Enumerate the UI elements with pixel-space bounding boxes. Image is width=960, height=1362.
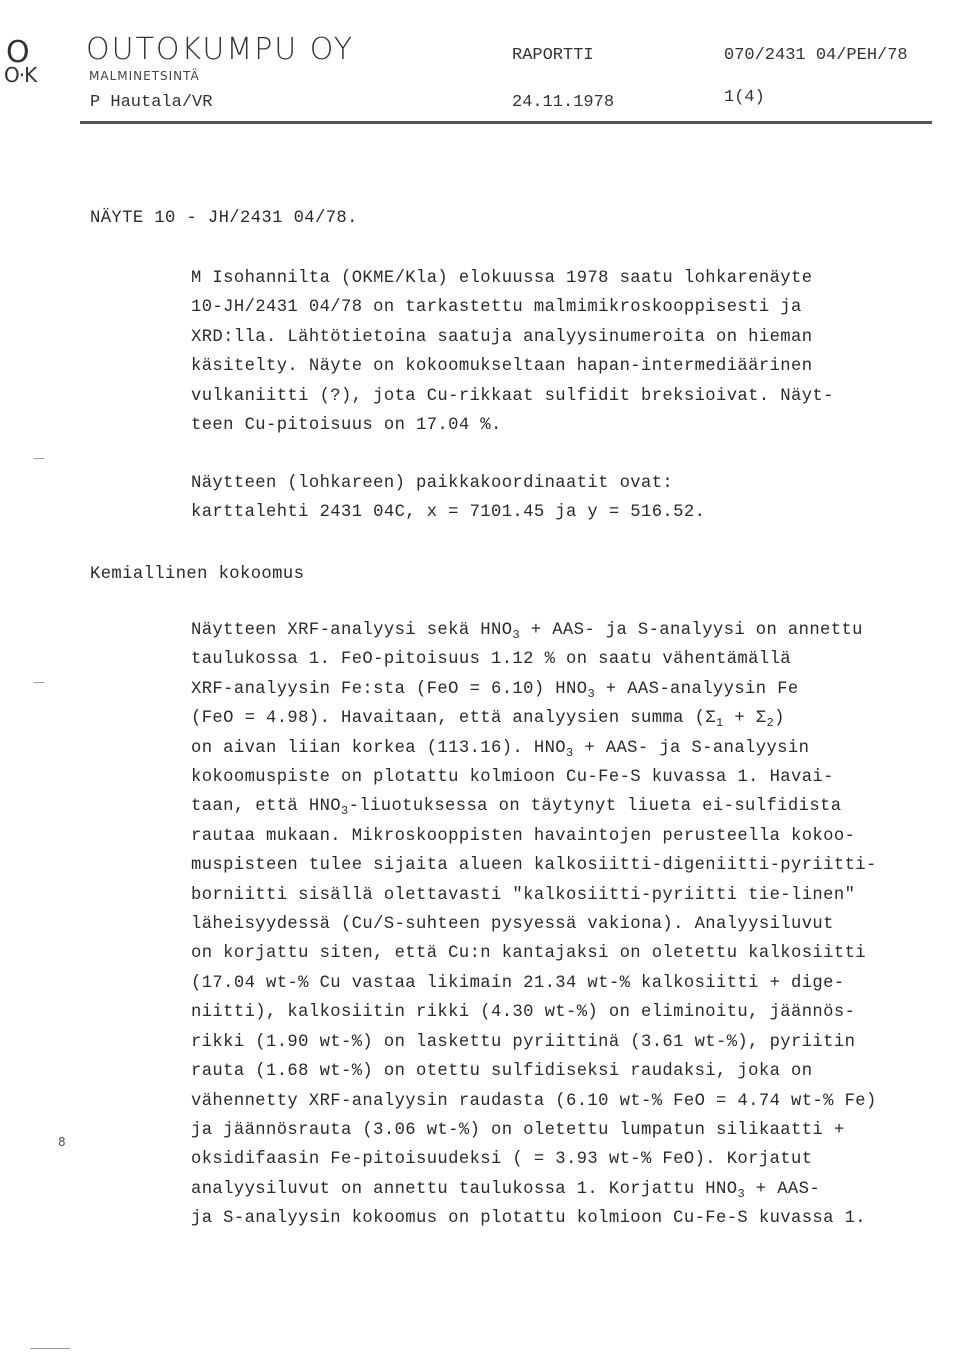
text-line: oksidifaasin Fe-pitoisuudeksi ( = 3.93 wt-% FeO). Korjatut	[191, 1150, 813, 1170]
sample-title: NÄYTE 10 - JH/2431 04/78.	[90, 209, 358, 228]
coordinates-paragraph	[191, 469, 705, 528]
report-date: 24.11.1978	[512, 93, 615, 112]
text-line: muspisteen tulee sijaita alueen kalkosiitti-digeniitti-pyriitti-	[191, 856, 877, 876]
logo-mark-top: O	[6, 35, 30, 70]
margin-number: 8	[58, 1135, 66, 1149]
text-line: Näytteen (lohkareen) paikkakoordinaatit ovat:	[191, 474, 674, 493]
margin-tick	[34, 458, 44, 459]
text-line: rauta (1.68 wt-%) on otettu sulfidiseksi raudaksi, joka on	[191, 1062, 813, 1082]
intro-paragraph	[191, 264, 834, 440]
text-line: vähennetty XRF-analyysin raudasta (6.10 wt-% FeO = 4.74 wt-% Fe)	[191, 1091, 877, 1111]
text-line: XRF-analyysin Fe:sta (FeO = 6.10) $HNO_3$ + AAS-analyysin Fe	[191, 679, 799, 701]
text-line: borniitti sisällä olettavasti "kalkosiitti-pyriitti tie-linen"	[191, 885, 856, 905]
text-line: taan, että $HNO_3$-liuotuksessa on täytynyt liueta ei-sulfidista	[191, 797, 842, 819]
body-paragraph	[191, 616, 877, 1234]
header-rule	[80, 121, 932, 124]
text-line: rautaa mukaan. Mikroskooppisten havaintojen perusteella kokoo-	[191, 826, 856, 846]
text-line: käsitelty. Näyte on kokoomukseltaan hapan-intermediäärinen	[191, 357, 813, 377]
text-line: taulukossa 1. FeO-pitoisuus 1.12 % on saatu vähentämällä	[191, 650, 791, 670]
logo-mark-bottom: O·K	[4, 63, 37, 87]
document-number: 070/2431 04/PEH/78	[724, 46, 908, 65]
text-line: teen Cu-pitoisuus on 17.04 %.	[191, 416, 502, 436]
text-line: karttalehti 2431 04C, x = 7101.45 ja y = 516.52.	[191, 503, 706, 523]
text-line: kokoomuspiste on plotattu kolmioon Cu-Fe-S kuvassa 1. Havai-	[191, 768, 834, 788]
text-line: rikki (1.90 wt-%) on laskettu pyriittinä (3.61 wt-%), pyriitin	[191, 1032, 856, 1052]
company-name: OUTOKUMPU OY	[86, 32, 355, 67]
text-line: analyysiluvut on annettu taulukossa 1. Korjattu $HNO_3 + AAS-$	[191, 1179, 821, 1201]
text-line: (FeO = 4.98). Havaitaan, että analyysien summa $(\Sigma_1 + \Sigma_2)$	[191, 709, 785, 731]
document-type: RAPORTTI	[512, 46, 594, 65]
author: P Hautala/VR	[90, 93, 213, 112]
section-heading: Kemiallinen kokoomus	[90, 565, 305, 584]
text-line: ja jäännösrauta (3.06 wt-%) on oletettu lumpatun silikaatti +	[191, 1120, 845, 1140]
text-line: XRD:lla. Lähtötietoina saatuja analyysinumeroita on hieman	[191, 327, 813, 347]
text-line: vulkaniitti (?), jota Cu-rikkaat sulfidit breksioivat. Näyt-	[191, 386, 834, 406]
text-line: 10-JH/2431 04/78 on tarkastettu malmimikroskooppisesti ja	[191, 298, 802, 318]
text-line: on korjattu siten, että Cu:n kantajaksi on oletettu kalkosiitti	[191, 944, 866, 964]
text-line: niitti), kalkosiitin rikki (4.30 wt-%) on eliminoitu, jäännös-	[191, 1003, 856, 1023]
margin-tick	[34, 682, 44, 683]
text-line: ja S-analyysin kokoomus on plotattu kolmioon Cu-Fe-S kuvassa 1.	[191, 1209, 866, 1229]
text-line: läheisyydessä (Cu/S-suhteen pysyessä vakiona). Analyysiluvut	[191, 915, 834, 935]
division-name: MALMINETSINTÄ	[89, 69, 200, 83]
text-line: (17.04 wt-% Cu vastaa likimain 21.34 wt-% kalkosiitti + dige-	[191, 973, 845, 993]
company-logo	[4, 35, 48, 87]
footer-rule	[30, 1348, 70, 1349]
page-number: 1(4)	[724, 88, 765, 107]
text-line: M Isohannilta (OKME/Kla) elokuussa 1978 saatu lohkarenäyte	[191, 269, 813, 288]
text-line: on aivan liian korkea (113.16). $HNO_3 + AAS-$ ja S-analyysin	[191, 738, 810, 760]
text-line: Näytteen XRF-analyysi sekä $HNO_3 + AAS-$ ja S-analyysi on annettu	[191, 621, 863, 642]
